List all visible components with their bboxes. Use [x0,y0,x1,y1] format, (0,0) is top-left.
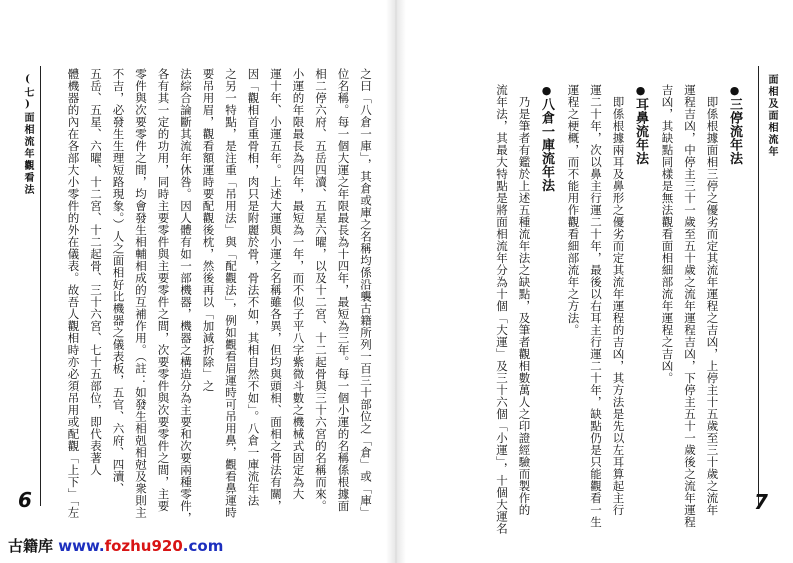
right-text-column: 即係根據兩耳及鼻形之優劣而定其流年運程的吉凶，其方法是先以左耳算起主行 [611,96,626,516]
book-gutter [386,0,406,563]
left-header-rule [40,66,41,506]
left-text-column: 各有其一定的功用，同時主要零件與主要零件之間，次要零件與次要零件之間，主要 [156,68,171,512]
left-text-column: 零件與次要零件之間，均會發生相輔相成的互補作用。（註：如發生相剋相尅及衆則主 [134,68,148,519]
left-page-header: (七)面相流年觀看法 [22,74,33,196]
left-text-column: 位名稱。每一個大運之年限最長為十四年，最短為三年。每一個小運的名稱係根據面 [336,68,351,512]
right-text-column: 吉凶，其缺點同樣是無法觀看面相細部流年運程之吉凶。 [660,84,675,384]
right-page-header: 面相及面相流年 [766,74,777,158]
bullet-icon: ● [728,84,741,98]
section-heading [536,84,557,192]
watermark-site-name: 古籍库 [8,537,54,555]
right-text-column: 運程吉凶，中停主三十一歲至五十歲之流年運程吉凶，下停主五十一歲後之流年運程 [683,84,697,528]
left-text-column: 之另一特點，是注重「吊用法」與「配觀法」，例如觀看眉運時可吊用鼻，觀看鼻運時 [224,68,238,519]
right-text-column: 運二十年，次以鼻主行運二十年，最後以右耳主行運二十年，缺點仍是只能觀看一生 [589,84,603,528]
left-text-column: 不吉，必發生生理短路現象。）人之面相好比機器之儀表板，五官、六府、四瀆、 [111,68,126,495]
right-page-number: 7 [754,490,768,514]
left-page [0,0,386,563]
left-text-column: 相二停六府、五岳四瀆、五星六曜，以及十二宮、十二起骨與三十六宮的名稱而來。 [314,68,328,512]
left-text-column: 體機器的內在各部大小零件的外在儀表。故吾人觀相時亦必須吊用或配觀「上下」「左 [66,68,81,519]
right-text-column: 即係根據面相三停之優劣而定其流年運程之吉凶，上停主十五歲至三十歲之流年 [705,96,720,516]
right-header-rule [758,66,759,506]
bullet-icon: ● [540,84,553,98]
bullet-icon: ● [634,84,647,98]
right-text-column: 運程之梗概，而不能用作觀看細部流年之方法。 [566,84,581,336]
right-text-column: 乃是筆者有鑑於上述五種流年法之缺點，及筆者觀相數萬人之印證經驗而製作的 [517,96,532,516]
right-page [406,0,793,563]
section-heading [724,84,745,165]
left-text-column: 小運的年限最長為四年，最短為一年，而不似子平八字紫微斗數之機械式固定為大 [291,68,306,500]
watermark-url-suffix: .com [182,537,224,555]
left-text-column: 法綜合論斷其流年休咎。因人體有如一部機器，機器之構造分為主要和次要兩種零件， [179,68,193,524]
left-text-column: 之曰「八倉一庫」，其倉或庫之名稱均係沿襲古籍所列一百三十部位之「倉」或「庫」 [359,68,373,519]
section-title: 耳鼻流年法 [633,97,648,165]
section-title: 三停流年法 [727,97,742,165]
watermark-url-prefix: www. [58,537,105,555]
watermark-url-domain: fozhu920 [104,537,183,555]
right-text-column: 流年法，其最大特點是將面相流年分為十個「大運」及三十六個「小運」，十個大運名 [495,84,509,535]
left-text-column: 要吊用眉，觀看額運時要配觀後枕，然後再以「加減折除」之 [201,68,216,392]
left-text-column: 五岳、五星、六曜、十二宮、十二起骨、三十六宮、七十五部位，即代表著人 [89,68,103,476]
section-title: 八倉一庫流年法 [539,97,554,192]
left-page-number: 6 [18,488,32,512]
watermark-footer [8,535,223,556]
section-heading [630,84,651,165]
left-text-column: 運十年、小運五年。上述大運與小運之名稱雖各異，但均與頭相、面相之骨法有關， [269,68,283,512]
left-text-column: 因「觀相首重骨相，肉只是附麗於骨，骨法不如，其相自然不如」。八倉一庫流年法 [246,68,261,507]
